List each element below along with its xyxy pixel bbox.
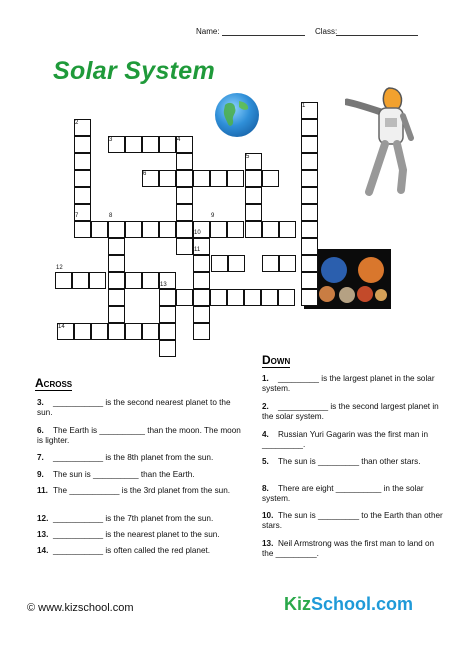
down-clue bbox=[262, 402, 444, 422]
cell-number: 3 bbox=[109, 137, 113, 143]
across-clue bbox=[37, 546, 245, 556]
name-label: Name: bbox=[196, 27, 220, 36]
cell-number: 4 bbox=[177, 137, 181, 143]
crossword-cell[interactable] bbox=[72, 272, 89, 289]
down-clue bbox=[262, 374, 444, 394]
clue-text: ___________ is the 7th planet from the sun. bbox=[53, 514, 214, 523]
clue-text: ___________ is the 8th planet from the sun. bbox=[53, 453, 214, 462]
crossword-cell[interactable] bbox=[193, 272, 210, 289]
cell-number: 14 bbox=[58, 324, 65, 330]
clue-text: The ___________ is the 3rd planet from the sun. bbox=[53, 486, 231, 495]
clue-text: There are eight __________ in the solar system. bbox=[262, 484, 424, 503]
crossword-cell[interactable] bbox=[55, 272, 72, 289]
across-heading: Across bbox=[35, 376, 73, 390]
across-clue bbox=[37, 470, 245, 480]
crossword-cell[interactable] bbox=[159, 221, 176, 238]
crossword-cell[interactable] bbox=[108, 238, 125, 255]
crossword-cell[interactable] bbox=[193, 323, 210, 340]
clue-text: Neil Armstrong was the first man to land on the _________. bbox=[262, 539, 435, 558]
crossword-cell[interactable] bbox=[279, 255, 296, 272]
crossword-cell[interactable] bbox=[245, 170, 262, 187]
clue-text: The sun is __________ than the Earth. bbox=[53, 470, 195, 479]
cell-number: 9 bbox=[211, 213, 215, 219]
cell-number: 11 bbox=[194, 247, 201, 253]
crossword-cell[interactable] bbox=[245, 221, 262, 238]
crossword-cell[interactable] bbox=[89, 272, 106, 289]
crossword-cell[interactable] bbox=[74, 187, 91, 204]
crossword-cell[interactable] bbox=[125, 136, 142, 153]
crossword-cell[interactable] bbox=[193, 170, 210, 187]
crossword-cell[interactable] bbox=[108, 289, 125, 306]
crossword-cell[interactable] bbox=[176, 153, 193, 170]
crossword-cell[interactable] bbox=[262, 255, 279, 272]
crossword-cell[interactable] bbox=[108, 306, 125, 323]
clue-text: ___________ is the second nearest planet to the sun. bbox=[37, 398, 231, 417]
crossword-cell[interactable] bbox=[142, 272, 159, 289]
crossword-cell[interactable] bbox=[125, 323, 142, 340]
copyright-text: © www.kizschool.com bbox=[27, 602, 134, 614]
clue-number: 14. bbox=[37, 546, 49, 555]
crossword-cell[interactable] bbox=[176, 204, 193, 221]
crossword-cell[interactable] bbox=[245, 187, 262, 204]
crossword-cell[interactable] bbox=[108, 323, 125, 340]
kizschool-logo: KizSchool.com bbox=[284, 594, 414, 614]
across-clue bbox=[37, 514, 245, 524]
crossword-cell[interactable] bbox=[193, 255, 210, 272]
across-clue bbox=[37, 486, 245, 496]
crossword-cell[interactable] bbox=[142, 221, 159, 238]
crossword-cell[interactable] bbox=[74, 170, 91, 187]
down-clue bbox=[262, 511, 444, 531]
crossword-cell[interactable] bbox=[142, 323, 159, 340]
crossword-cell[interactable] bbox=[245, 204, 262, 221]
crossword-cell[interactable] bbox=[301, 170, 318, 187]
crossword-cell[interactable] bbox=[261, 289, 278, 306]
crossword-cell[interactable] bbox=[74, 221, 91, 238]
crossword-cell[interactable] bbox=[301, 119, 318, 136]
cell-number: 1 bbox=[302, 103, 306, 109]
clue-number: 1. bbox=[262, 374, 269, 383]
crossword-cell[interactable] bbox=[74, 153, 91, 170]
crossword-cell[interactable] bbox=[227, 170, 244, 187]
clue-number: 12. bbox=[37, 514, 49, 523]
crossword-cell[interactable] bbox=[108, 272, 125, 289]
clue-number: 2. bbox=[262, 402, 269, 411]
down-clue bbox=[262, 457, 444, 467]
clue-number: 3. bbox=[37, 398, 44, 407]
crossword-cell[interactable] bbox=[301, 187, 318, 204]
crossword-cell[interactable] bbox=[159, 323, 176, 340]
clue-text: Russian Yuri Gagarin was the first man in _________. bbox=[262, 430, 429, 449]
crossword-cell[interactable] bbox=[91, 221, 108, 238]
cell-number: 6 bbox=[143, 171, 147, 177]
crossword-cell[interactable] bbox=[74, 323, 91, 340]
crossword-cell[interactable] bbox=[108, 221, 125, 238]
across-clue bbox=[37, 398, 245, 418]
crossword-cell[interactable] bbox=[301, 204, 318, 221]
clue-number: 7. bbox=[37, 453, 44, 462]
crossword-cell[interactable] bbox=[193, 289, 210, 306]
clue-text: _________ is the largest planet in the solar system. bbox=[262, 374, 435, 393]
crossword-cell[interactable] bbox=[228, 255, 245, 272]
crossword-cell[interactable] bbox=[301, 221, 318, 238]
crossword-cell[interactable] bbox=[176, 238, 193, 255]
clue-text: ___________ is the second largest planet in the solar system. bbox=[262, 402, 439, 421]
crossword-cell[interactable] bbox=[176, 221, 193, 238]
cell-number: 12 bbox=[56, 265, 63, 271]
across-clue bbox=[37, 426, 245, 446]
crossword-cell[interactable] bbox=[125, 272, 142, 289]
clue-text: The Earth is __________ than the moon. The moon is lighter. bbox=[37, 426, 241, 445]
crossword-cell[interactable] bbox=[176, 187, 193, 204]
crossword-cell[interactable] bbox=[301, 272, 318, 289]
crossword-cell[interactable] bbox=[278, 289, 295, 306]
clue-number: 6. bbox=[37, 426, 44, 435]
cell-number: 5 bbox=[246, 154, 250, 160]
crossword-cell[interactable] bbox=[108, 255, 125, 272]
down-clue bbox=[262, 539, 444, 559]
crossword-cell[interactable] bbox=[176, 170, 193, 187]
down-heading: Down bbox=[262, 353, 291, 367]
crossword-cell[interactable] bbox=[279, 221, 296, 238]
clue-number: 9. bbox=[37, 470, 44, 479]
clue-text: ___________ is often called the red planet. bbox=[53, 546, 211, 555]
crossword-cell[interactable] bbox=[227, 289, 244, 306]
crossword-cell[interactable] bbox=[210, 221, 227, 238]
clue-number: 10. bbox=[262, 511, 274, 520]
clue-number: 13. bbox=[37, 530, 49, 539]
crossword-cell[interactable] bbox=[301, 153, 318, 170]
cell-number: 2 bbox=[75, 120, 79, 126]
cell-number: 10 bbox=[194, 230, 201, 236]
crossword-cell[interactable] bbox=[301, 255, 318, 272]
crossword-cell[interactable] bbox=[159, 170, 176, 187]
crossword-cell[interactable] bbox=[159, 306, 176, 323]
clue-number: 11. bbox=[37, 486, 48, 495]
class-label: Class: bbox=[315, 27, 338, 36]
crossword-cell[interactable] bbox=[244, 289, 261, 306]
crossword-cell[interactable] bbox=[74, 136, 91, 153]
crossword-cell[interactable] bbox=[227, 221, 244, 238]
crossword-cell[interactable] bbox=[301, 238, 318, 255]
crossword-cell[interactable] bbox=[159, 289, 176, 306]
clue-number: 8. bbox=[262, 484, 269, 493]
clue-number: 4. bbox=[262, 430, 269, 439]
clue-text: The sun is _________ than other stars. bbox=[278, 457, 421, 466]
crossword-cell[interactable] bbox=[210, 170, 227, 187]
crossword-cell[interactable] bbox=[211, 255, 228, 272]
cell-number: 8 bbox=[109, 213, 113, 219]
clue-number: 5. bbox=[262, 457, 269, 466]
cell-number: 13 bbox=[160, 282, 167, 288]
across-clue bbox=[37, 453, 245, 463]
clue-text: ___________ is the nearest planet to the sun. bbox=[53, 530, 220, 539]
crossword-cell[interactable] bbox=[125, 221, 142, 238]
across-clue bbox=[37, 530, 245, 540]
crossword-cell[interactable] bbox=[262, 170, 279, 187]
crossword-cell[interactable] bbox=[301, 289, 318, 306]
down-clue bbox=[262, 484, 444, 504]
crossword-cell[interactable] bbox=[142, 136, 159, 153]
crossword-cell[interactable] bbox=[193, 306, 210, 323]
crossword-cell[interactable] bbox=[91, 323, 108, 340]
clue-number: 13. bbox=[262, 539, 274, 548]
down-clue bbox=[262, 430, 444, 450]
crossword-cell[interactable] bbox=[210, 289, 227, 306]
crossword-cell[interactable] bbox=[301, 136, 318, 153]
clue-text: The sun is _________ to the Earth than other stars. bbox=[262, 511, 443, 530]
cell-number: 7 bbox=[75, 213, 79, 219]
crossword-cell[interactable] bbox=[159, 340, 176, 357]
page-title: Solar System bbox=[53, 57, 216, 85]
crossword-cell[interactable] bbox=[262, 221, 279, 238]
crossword-cell[interactable] bbox=[159, 136, 176, 153]
crossword-cell[interactable] bbox=[176, 289, 193, 306]
